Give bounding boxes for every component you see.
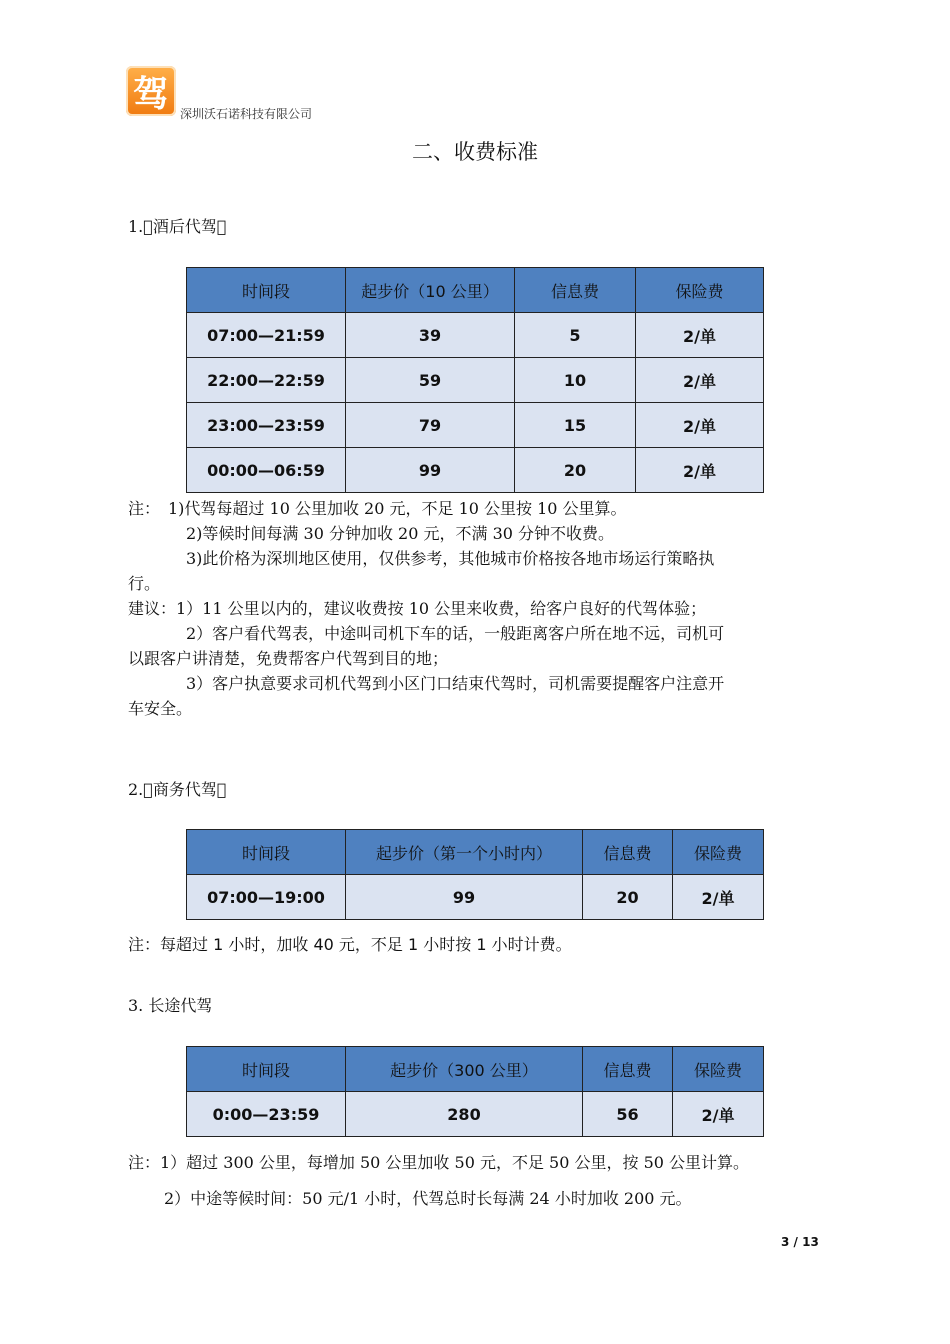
table-cell: 99 xyxy=(346,875,583,920)
table-row xyxy=(187,403,764,448)
note-line: 注：每超过 1 小时，加收 40 元，不足 1 小时按 1 小时计费。 xyxy=(128,935,572,954)
note-line: 注：1）超过 300 公里，每增加 50 公里加收 50 元，不足 50 公里，按 50 公里计算。 xyxy=(128,1153,750,1172)
table-cell: 39 xyxy=(346,313,515,358)
col-header: 保险费 xyxy=(673,830,764,875)
note-line: 3)此价格为深圳地区使用，仅供参考，其他城市价格按各地市场运行策略执 xyxy=(186,549,715,568)
table-cell: 15 xyxy=(515,403,636,448)
page-number: 3 / 13 xyxy=(781,1235,819,1249)
table-cell: 22:00—22:59 xyxy=(187,358,346,403)
table-cell: 2/单 xyxy=(636,358,764,403)
table-row xyxy=(187,313,764,358)
note-line: 以跟客户讲清楚，免费帮客户代驾到目的地； xyxy=(128,649,449,668)
page-title: 二、收费标准 xyxy=(412,140,538,164)
note-line: 行。 xyxy=(128,574,161,593)
table-cell: 20 xyxy=(515,448,636,493)
col-header: 时间段 xyxy=(187,268,346,313)
company-logo: 驾 xyxy=(126,66,176,116)
col-header: 起步价（300 公里） xyxy=(346,1047,583,1092)
col-header: 起步价（第一个小时内） xyxy=(346,830,583,875)
table-cell: 2/单 xyxy=(636,403,764,448)
col-header: 保险费 xyxy=(636,268,764,313)
table-cell: 0:00—23:59 xyxy=(187,1092,346,1137)
table-cell: 07:00—19:00 xyxy=(187,875,346,920)
table-cell: 99 xyxy=(346,448,515,493)
table-cell: 23:00—23:59 xyxy=(187,403,346,448)
table-cell: 2/单 xyxy=(673,1092,764,1137)
table-header-row xyxy=(187,1047,764,1092)
pricing-table-2 xyxy=(186,829,764,920)
col-header: 保险费 xyxy=(673,1047,764,1092)
company-name: 深圳沃石诺科技有限公司 xyxy=(180,107,313,121)
note-line: 2)等候时间每满 30 分钟加收 20 元，不满 30 分钟不收费。 xyxy=(186,524,615,543)
table-row xyxy=(187,448,764,493)
table-cell: 2/单 xyxy=(636,448,764,493)
table-row xyxy=(187,358,764,403)
col-header: 时间段 xyxy=(187,830,346,875)
section-heading-1: 1. 酒后代驾  xyxy=(128,217,227,236)
note-line: 3）客户执意要求司机代驾到小区门口结束代驾时，司机需要提醒客户注意开 xyxy=(186,674,725,693)
table-cell: 59 xyxy=(346,358,515,403)
pricing-table-1 xyxy=(186,267,764,493)
note-line: 注： 1)代驾每超过 10 公里加收 20 元，不足 10 公里按 10 公里算。 xyxy=(128,499,627,518)
table-cell: 2/单 xyxy=(636,313,764,358)
note-line: 2）客户看代驾表，中途叫司机下车的话，一般距离客户所在地不远，司机可 xyxy=(186,624,725,643)
table-row xyxy=(187,1092,764,1137)
col-header: 信息费 xyxy=(583,830,673,875)
note-line: 建议：1）11 公里以内的，建议收费按 10 公里来收费，给客户良好的代驾体验； xyxy=(128,599,707,618)
note-line: 车安全。 xyxy=(128,699,193,718)
col-header: 起步价（10 公里） xyxy=(346,268,515,313)
col-header: 信息费 xyxy=(583,1047,673,1092)
table-cell: 2/单 xyxy=(673,875,764,920)
table-cell: 56 xyxy=(583,1092,673,1137)
table-cell: 10 xyxy=(515,358,636,403)
table-cell: 07:00—21:59 xyxy=(187,313,346,358)
table-cell: 5 xyxy=(515,313,636,358)
table-cell: 280 xyxy=(346,1092,583,1137)
note-line: 2）中途等候时间：50 元/1 小时，代驾总时长每满 24 小时加收 200 元。 xyxy=(164,1189,692,1208)
table-row xyxy=(187,875,764,920)
table-header-row xyxy=(187,268,764,313)
table-cell: 79 xyxy=(346,403,515,448)
pricing-table-3 xyxy=(186,1046,764,1137)
section-heading-2: 2. 商务代驾  xyxy=(128,780,227,799)
col-header: 时间段 xyxy=(187,1047,346,1092)
table-cell: 20 xyxy=(583,875,673,920)
table-cell: 00:00—06:59 xyxy=(187,448,346,493)
col-header: 信息费 xyxy=(515,268,636,313)
table-header-row xyxy=(187,830,764,875)
section-heading-3: 3. 长途代驾 xyxy=(128,996,213,1015)
